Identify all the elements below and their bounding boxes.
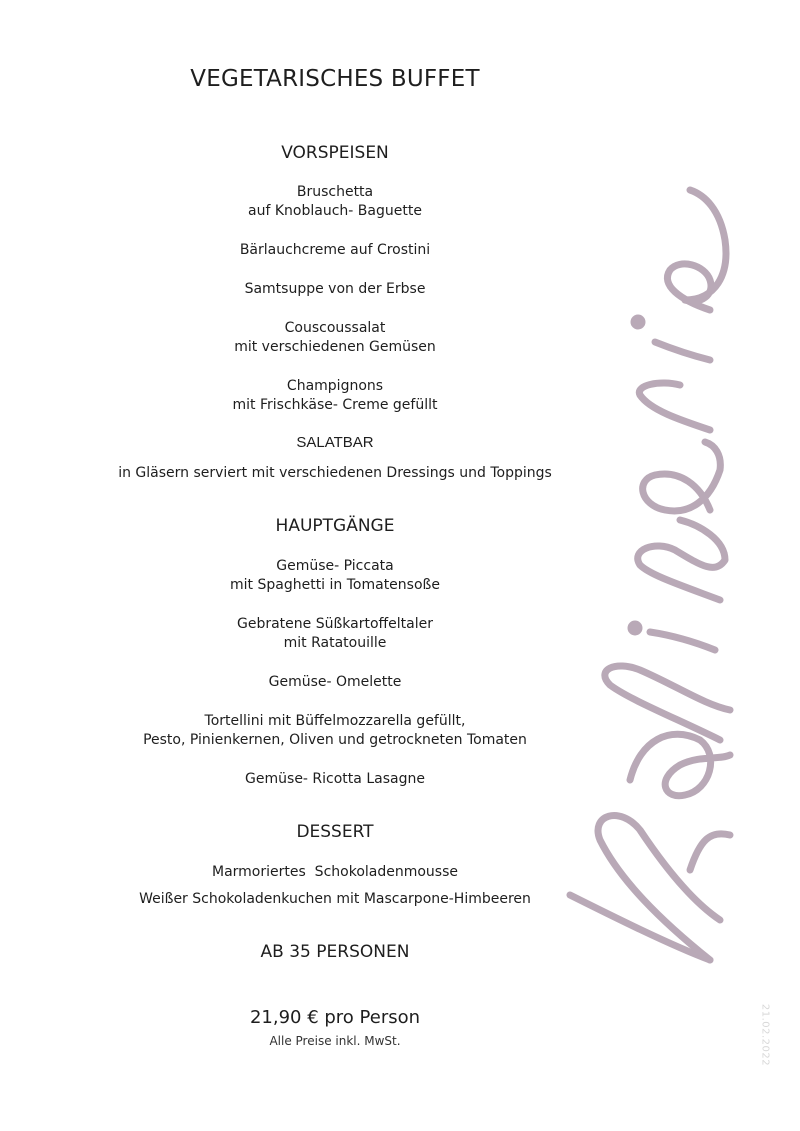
date-stamp: 21.02.2022 xyxy=(759,1003,771,1067)
menu-item-name: Bärlauchcreme auf Crostini xyxy=(239,242,431,258)
section-heading-hauptgaenge: HAUPTGÄNGE xyxy=(275,516,395,536)
section-heading-vorspeisen: VORSPEISEN xyxy=(281,143,389,163)
menu-item-name: Couscoussalat xyxy=(284,320,386,336)
menu-item-description: auf Knoblauch- Baguette xyxy=(248,203,422,219)
section-heading-dessert: DESSERT xyxy=(296,822,374,842)
price: 21,90 € pro Person xyxy=(249,1007,421,1028)
menu-item-name: Gemüse- Ricotta Lasagne xyxy=(245,771,425,787)
kulinarie-logo xyxy=(560,180,740,980)
menu-item-name: Samtsuppe von der Erbse xyxy=(244,281,426,297)
menu-item-description: Pesto, Pinienkernen, Oliven und getrockneten Tomaten xyxy=(143,732,527,748)
section-heading-salatbar: SALATBAR xyxy=(296,434,374,451)
menu-item-description: mit Frischkäse- Creme gefüllt xyxy=(232,397,438,413)
menu-item-name: Marmoriertes Schokoladenmousse xyxy=(212,864,458,880)
menu-item-name: Bruschetta xyxy=(296,184,374,200)
menu-item-name: Gemüse- Omelette xyxy=(268,674,402,690)
menu-item-name: Tortellini mit Büffelmozzarella gefüllt, xyxy=(204,713,466,729)
menu-item-name: Champignons xyxy=(286,378,384,394)
salatbar-description: in Gläsern serviert mit verschiedenen Dressings und Toppings xyxy=(118,465,552,481)
menu-item-name: Gebratene Süßkartoffeltaler xyxy=(236,616,434,632)
page-title: VEGETARISCHES BUFFET xyxy=(190,66,480,92)
menu-item-name: Gemüse- Piccata xyxy=(276,558,394,574)
min-persons: AB 35 PERSONEN xyxy=(260,942,410,962)
menu-item-name: Weißer Schokoladenkuchen mit Mascarpone-Himbeeren xyxy=(139,891,531,907)
menu-item-description: mit verschiedenen Gemüsen xyxy=(234,339,436,355)
menu-item-description: mit Ratatouille xyxy=(283,635,387,651)
price-note: Alle Preise inkl. MwSt. xyxy=(269,1034,401,1048)
menu-item-description: mit Spaghetti in Tomatensoße xyxy=(230,577,440,593)
